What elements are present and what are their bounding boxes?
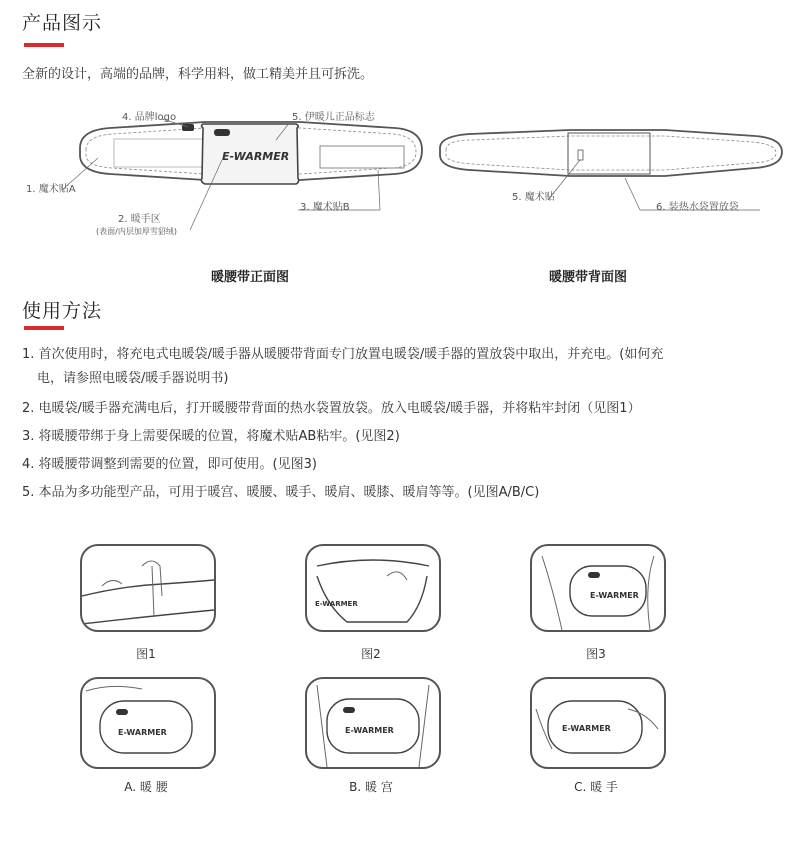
figure-b-caption: B. 暖 宫 bbox=[349, 780, 393, 794]
figure-a-image bbox=[80, 677, 216, 769]
label-back-velcro: 5. 魔术贴 bbox=[512, 192, 555, 203]
usage-step-4: 4. 将暖腰带调整到需要的位置，即可使用。(见图3) bbox=[22, 457, 317, 472]
label-back-pocket: 6. 装热水袋置放袋 bbox=[656, 202, 739, 213]
svg-text:E-WARMER: E-WARMER bbox=[590, 591, 639, 600]
figure-2-caption: 图2 bbox=[361, 647, 381, 661]
usage-step-3: 3. 将暖腰带绑于身上需要保暖的位置，将魔术贴AB粘牢。(见图2) bbox=[22, 429, 400, 444]
usage-step-1a: 1. 首次使用时，将充电式电暖袋/暖手器从暖腰带背面专门放置电暖袋/暖手器的置放袋中取出，并充电。(如何充 bbox=[22, 347, 664, 362]
svg-text:E-WARMER: E-WARMER bbox=[118, 728, 167, 737]
figure-3-caption: 图3 bbox=[586, 647, 606, 661]
figure-c-caption: C. 暖 手 bbox=[574, 780, 618, 794]
figure-a-caption: A. 暖 腰 bbox=[124, 780, 168, 794]
label-genuine-mark: 5. 伊暖儿正品标志 bbox=[292, 112, 375, 123]
section-title-usage: 使用方法 bbox=[22, 300, 103, 322]
label-velcro-b: 3. 魔术贴B bbox=[300, 202, 350, 213]
figure-c-image bbox=[530, 677, 666, 769]
usage-step-1b: 电，请参照电暖袋/暖手器说明书) bbox=[37, 371, 229, 386]
front-brand-text: E-WARMER bbox=[222, 150, 290, 163]
usage-step-2: 2. 电暖袋/暖手器充满电后，打开暖腰带背面的热水袋置放袋。放入电暖袋/暖手器，并将粘牢封闭（见图1） bbox=[22, 401, 641, 416]
svg-text:E-WARMER: E-WARMER bbox=[345, 726, 394, 735]
back-caption: 暖腰带背面图 bbox=[549, 270, 628, 285]
section-title-product: 产品图示 bbox=[22, 12, 103, 34]
figure-2-image bbox=[305, 544, 441, 632]
figure-3-image bbox=[530, 544, 666, 632]
figure-1-caption: 图1 bbox=[136, 647, 156, 661]
usage-step-5: 5. 本品为多功能型产品，可用于暖宫、暖腰、暖手、暖肩、暖膝、暖肩等等。(见图A/B/C) bbox=[22, 485, 540, 500]
label-velcro-a: 1. 魔术贴A bbox=[26, 184, 76, 195]
svg-text:E-WARMER: E-WARMER bbox=[562, 724, 611, 733]
figure-b-image bbox=[305, 677, 441, 769]
figure-1-image bbox=[80, 544, 216, 632]
label-warm-zone: 2. 暖手区 bbox=[118, 214, 161, 225]
label-warm-zone-sub: (表面/内层加厚雪貂绒) bbox=[96, 227, 177, 236]
label-brand-logo: 4. 品牌logo bbox=[122, 112, 177, 123]
svg-text:E-WARMER: E-WARMER bbox=[315, 600, 358, 608]
product-intro: 全新的设计，高端的品牌，科学用料，做工精美并且可拆洗。 bbox=[22, 67, 374, 82]
front-belt-diagram bbox=[0, 0, 790, 300]
front-caption: 暖腰带正面图 bbox=[211, 270, 290, 285]
section-title-underline bbox=[24, 326, 64, 330]
